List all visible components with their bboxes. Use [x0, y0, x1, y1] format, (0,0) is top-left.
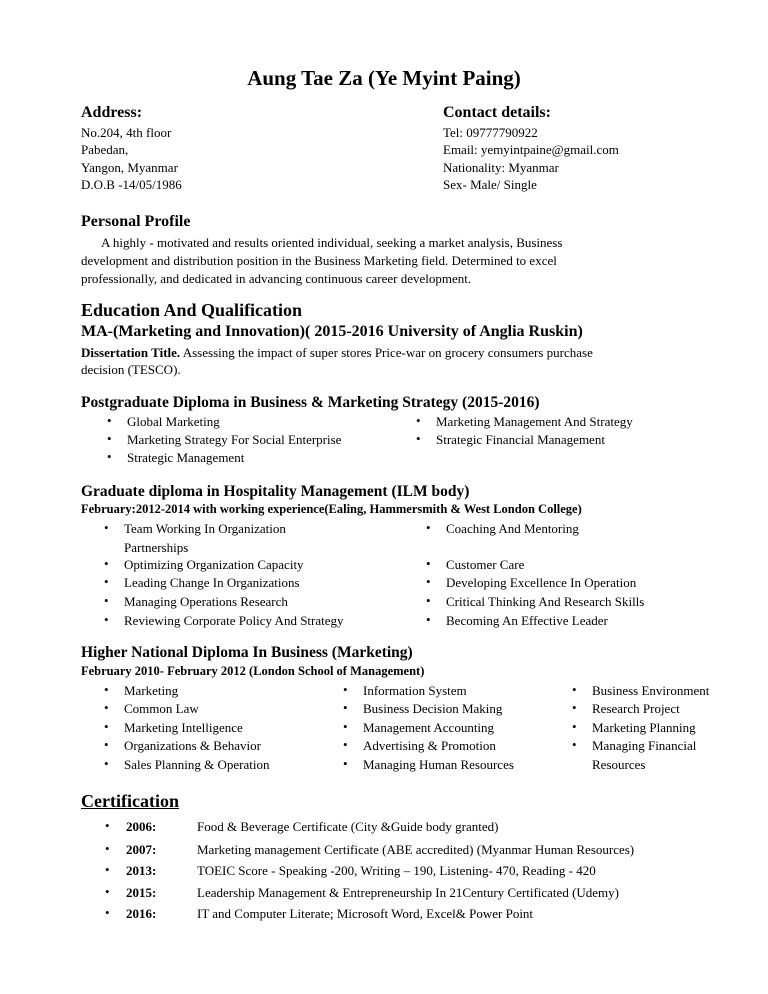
address-line: D.O.B -14/05/1986	[81, 177, 182, 193]
bullet-icon: •	[416, 413, 421, 428]
cert-year: 2013:	[126, 863, 157, 878]
bullet-icon: •	[104, 520, 109, 535]
address-lines	[81, 124, 182, 194]
cert-desc: TOEIC Score - Speaking -200, Writing – 190, Listening- 470, Reading - 420	[197, 863, 596, 878]
cert-desc: IT and Computer Literate; Microsoft Word, Excel& Power Point	[197, 906, 534, 921]
bullet-icon: •	[572, 682, 577, 697]
cert-desc: Leadership Management & Entrepreneurship In 21Century Certificated (Udemy)	[197, 885, 619, 900]
bullet-icon: •	[572, 700, 577, 715]
bullet-icon: •	[104, 612, 109, 627]
profile-heading: Personal Profile	[81, 213, 191, 230]
bullet-icon: •	[426, 574, 431, 589]
bullet-icon: •	[104, 574, 109, 589]
address-line: Pabedan,	[81, 142, 129, 158]
nationality: Nationality: Myanmar	[443, 159, 559, 175]
grad-diploma-title: Graduate diploma in Hospitality Management (ILM body)	[81, 483, 470, 500]
bullet-icon: •	[343, 682, 348, 697]
cert-year: 2007:	[126, 842, 157, 857]
bullet-icon: •	[343, 737, 348, 752]
hnd-title: Higher National Diploma In Business (Marketing)	[81, 644, 413, 661]
bullet-icon: •	[343, 719, 348, 734]
applicant-name: Aung Tae Za (Ye Myint Paing)	[247, 66, 521, 90]
bullet-icon: •	[104, 593, 109, 608]
dissertation-line-2: decision (TESCO).	[81, 362, 181, 377]
bullet-icon: •	[105, 862, 110, 877]
cert-desc: Food & Beverage Certificate (City &Guide body granted)	[197, 819, 499, 834]
bullet-icon: •	[426, 593, 431, 608]
resume-page: Aung Tae Za (Ye Myint Paing) Address: No.204, 4th floor Pabedan, Yangon, Myanmar D.O.B -14/05/1986 Contact details: Tel: 09777790922 Email: yemyintpaine@gmail.com Nationality: Myanmar Sex- Male/ Single Personal Profile A highly - motivated and results oriented individual, seeking a market analysis, Business development and distribution position in the Business Marketing field. Determined to excel professionally, and dedicated in advancing continuous career development. Education And Qualification MA-(Marketing and Innovation)( 2015-2016 University of Anglia Ruskin) Dissertation Title. Assessing the impact of super stores Price-war on grocery consumers purchase decision (TESCO). Postgraduate Diploma in Business & Marketing Strategy (2015-2016) • Global Marketing • Marketing Strategy For Social Enterprise • Strategic Management • Marketing Management And Strategy • Strategic Financial Management Graduate diploma in Hospitality Management (ILM body) February:2012-2014 with working experience(Ealing, Hammersmith & West London College) • Team Working In Organization Partnerships • Optimizing Organization Capacity • Leading Change In Organizations • Managing Operations Research • Reviewing Corporate Policy And Strategy • Coaching And Mentoring • Customer Care • Developing Excellence In Operation • Critical Thinking And Research Skills • Becoming An Effective Leader Higher National Diploma In Business (Marketing) February 2010- February 2012 (London School of Management) • Marketing • Common Law • Marketing Intelligence • Organizations & Behavior • Sales Planning & Operation • Information System • Business Decision Making • Management Accounting • Advertising & Promotion • Managing Human Resources • Business Environment • Research Project • Marketing Planning • Managing Financial Resources Certification • 2006: Food & Beverage Certificate (City &Guide body granted) • 2007: Marketing management Certificate (ABE accredited) (Myanmar Human Resources) • 2013: TOEIC Score - Speaking -200, Writing – 190, Listening- 470, Reading - 420 • 2015: Leadership Management & Entrepreneurship In 21Century Certificated (Udemy) • 2016: IT and Computer Literate; Microsoft Word, Excel& Power Point	[0, 0, 768, 994]
bullet-icon: •	[104, 682, 109, 697]
bullet-icon: •	[107, 449, 112, 464]
contact-heading: Contact details:	[443, 104, 551, 121]
cert-year: 2015:	[126, 885, 157, 900]
dissertation-label: Dissertation Title.	[81, 345, 181, 360]
profile-line: A highly - motivated and results oriented individual, seeking a market analysis, Business	[101, 235, 563, 250]
bullet-icon: •	[107, 431, 112, 446]
hnd-subtitle: February 2010- February 2012 (London School of Management)	[81, 664, 425, 678]
bullet-icon: •	[104, 556, 109, 571]
bullet-icon: •	[343, 700, 348, 715]
address-line: Yangon, Myanmar	[81, 159, 178, 175]
bullet-icon: •	[105, 884, 110, 899]
phone-number: Tel: 09777790922	[443, 125, 538, 140]
email-address: Email: yemyintpaine@gmail.com	[443, 142, 619, 158]
address-line: No.204, 4th floor	[81, 125, 172, 140]
bullet-icon: •	[104, 700, 109, 715]
profile-line: professionally, and dedicated in advancing continuous career development.	[81, 271, 472, 286]
bullet-icon: •	[416, 431, 421, 446]
dissertation-line	[81, 344, 593, 361]
bullet-icon: •	[426, 612, 431, 627]
bullet-icon: •	[104, 737, 109, 752]
bullet-icon: •	[104, 719, 109, 734]
bullet-icon: •	[426, 520, 431, 535]
bullet-icon: •	[426, 556, 431, 571]
address-heading: Address:	[81, 104, 143, 121]
bullet-icon: •	[107, 413, 112, 428]
bullet-icon: •	[105, 841, 110, 856]
pg-diploma-title: Postgraduate Diploma in Business & Marketing Strategy (2015-2016)	[81, 394, 540, 411]
education-heading: Education And Qualification	[81, 300, 303, 320]
dissertation-text: Assessing the impact of super stores Price-war on grocery consumers purchase	[182, 345, 593, 360]
bullet-icon: •	[105, 905, 110, 920]
cert-desc: Marketing management Certificate (ABE accredited) (Myanmar Human Resources)	[197, 842, 635, 857]
bullet-icon: •	[572, 737, 577, 752]
sex-status: Sex- Male/ Single	[443, 177, 537, 193]
bullet-icon: •	[104, 756, 109, 771]
list-item-continuation: Partnerships	[124, 540, 189, 555]
cert-year: 2006:	[126, 819, 157, 834]
list-item-continuation: Resources	[592, 757, 646, 772]
bullet-icon: •	[105, 818, 110, 833]
bullet-icon: •	[572, 719, 577, 734]
profile-line: development and distribution position in the Business Marketing field. Determined to excel	[81, 253, 557, 268]
cert-year: 2016:	[126, 906, 157, 921]
bullet-icon: •	[343, 756, 348, 771]
grad-diploma-subtitle: February:2012-2014 with working experience(Ealing, Hammersmith & West London College)	[81, 502, 582, 516]
certification-heading: Certification	[81, 791, 179, 811]
contact-lines	[443, 124, 619, 194]
ma-title: MA-(Marketing and Innovation)( 2015-2016 University of Anglia Ruskin)	[81, 323, 583, 340]
